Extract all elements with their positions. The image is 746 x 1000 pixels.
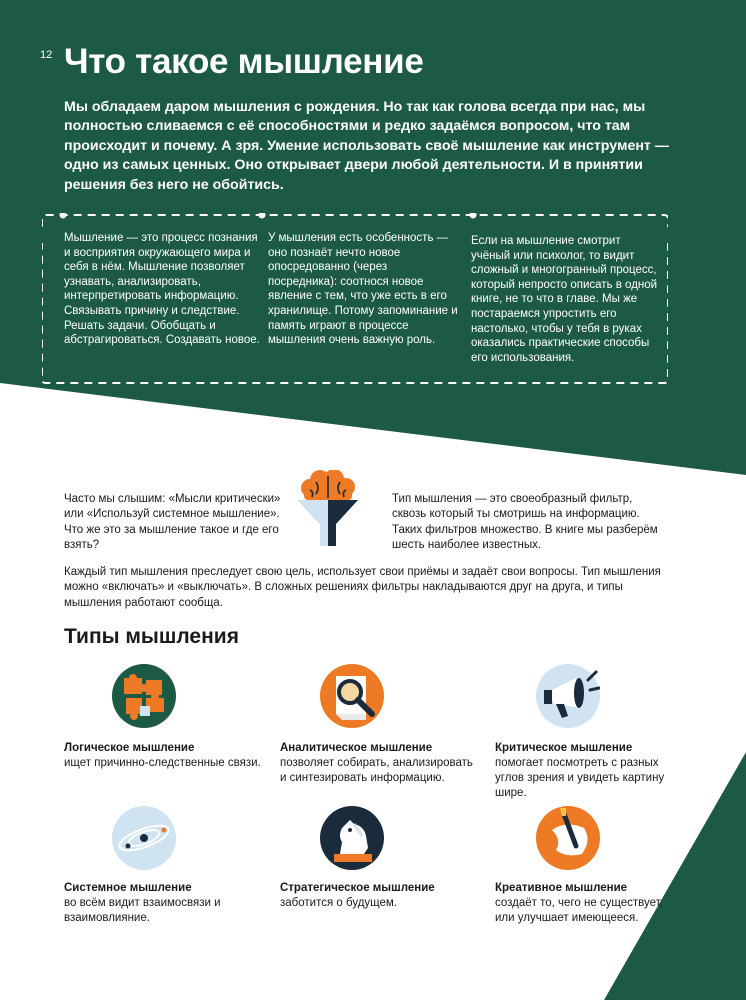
type-card-logical xyxy=(64,741,264,771)
paragraph-filter: Тип мышления — это своеобразный фильтр, сквозь который ты смотришь на информацию. Таких фильтров множество. В книге мы разберём шесть наиболее известных. xyxy=(392,493,658,551)
type-card-creative xyxy=(495,881,665,926)
intro-paragraph: Мы обладаем даром мышления с рождения. Но так как голова всегда при нас, мы полностью сливаемся с её способностями и редко задаёмся вопросом, что там происходит и почему. А зря. Умение использовать своё мышление как инструмент — одно из самых ценных. Оно открывает двери любой деятельности. И в принятии решения без него не обойтись. xyxy=(64,99,669,193)
megaphone-icon xyxy=(536,664,600,728)
paragraph-question: Часто мы слышим: «Мысли критически» или «Используй системное мышление». Что же это за мышление такое и где его взять? xyxy=(64,493,281,551)
frame-dot xyxy=(259,213,266,219)
section-title: Типы мышления xyxy=(64,625,239,648)
definition-column-1: Мышление — это процесс познания и восприятия окружающего мира и себя в нём. Мышление позволяет узнавать, анализировать, интерпретировать информацию. Связывать причину и следствие. Решать задачи. Обобщать и абстрагироваться. Создавать новое. xyxy=(64,232,260,347)
type-name: Критическое мышление xyxy=(495,742,633,754)
page-title: Что такое мышление xyxy=(64,42,424,81)
type-name: Стратегическое мышление xyxy=(280,882,435,894)
definition-column-3: Если на мышление смотрит учёный или психолог, то видит сложный и многогранный процесс, который непросто описать в одной книге, не то что в главе. Мы же постараемся упростить его настолько, чтобы у тебя в руках оказались практические способы его использования. xyxy=(471,235,658,364)
type-card-critical xyxy=(495,741,665,801)
type-description: во всём видит взаимосвязи и взаимовлияние. xyxy=(64,897,221,924)
type-description: создаёт то, чего не существует, или улучшает имеющееся. xyxy=(495,897,663,924)
frame-dot xyxy=(470,213,477,219)
type-description: помогает посмотреть с разных углов зрения и увидеть картину шире. xyxy=(495,757,665,799)
type-name: Аналитическое мышление xyxy=(280,742,433,754)
paragraph-thinking-types: Каждый тип мышления преследует свою цель, использует свои приёмы и задаёт свои вопросы. Тип мышления можно «включать» и «выключать». В сложных решениях фильтры накладываются друг на друга, и типы мышления работают сообща. xyxy=(64,566,661,609)
type-name: Системное мышление xyxy=(64,882,192,894)
frame-dot xyxy=(60,213,67,219)
type-description: заботится о будущем. xyxy=(280,897,397,909)
chess-knight-icon xyxy=(320,806,384,870)
type-card-analytical xyxy=(280,741,480,786)
brain-funnel-icon xyxy=(296,470,360,550)
puzzle-icon xyxy=(112,664,176,728)
definition-column-2: У мышления есть особенность — оно познаёт нечто новое опосредованно (через посредника): соотнося новое явление с тем, что уже есть в его хранилище. Потому запоминание и память играют в процессе мышления очень важную роль. xyxy=(268,232,458,347)
type-name: Креативное мышление xyxy=(495,882,628,894)
type-card-systemic xyxy=(64,881,264,926)
paintbrush-icon xyxy=(536,806,600,870)
page-number: 12 xyxy=(40,49,53,61)
type-card-strategic xyxy=(280,881,480,911)
magnifier-icon xyxy=(320,664,384,728)
type-name: Логическое мышление xyxy=(64,742,195,754)
orbit-icon xyxy=(112,806,176,870)
type-description: позволяет собирать, анализировать и синтезировать информацию. xyxy=(280,757,473,784)
type-description: ищет причинно-следственные связи. xyxy=(64,757,261,769)
